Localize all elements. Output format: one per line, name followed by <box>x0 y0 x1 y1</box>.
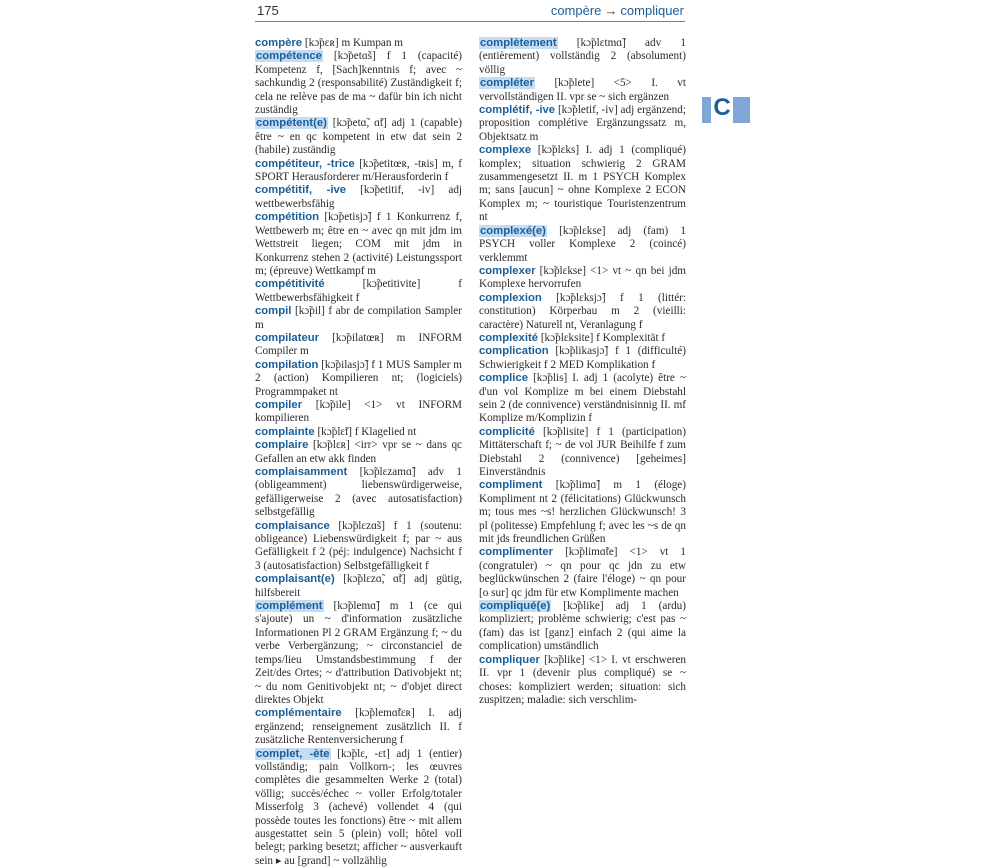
entry-headword: complexé(e) <box>480 224 546 237</box>
entry-headword: compilateur <box>255 331 320 344</box>
entry-headword: compétent(e) <box>256 117 327 130</box>
entry-headword: compliqué(e) <box>480 600 551 613</box>
thumb-index-letter: C <box>711 93 733 123</box>
entry-definition: [kɔ̃petitivite] f Wettbewerbsfähigkeit f <box>255 278 462 304</box>
dictionary-entry <box>255 332 462 359</box>
dictionary-entry <box>255 426 462 439</box>
entry-headword: complexité <box>479 331 539 344</box>
dictionary-entry <box>479 37 686 77</box>
entry-headword: complément <box>256 600 323 613</box>
entry-headword: complémentaire <box>255 707 342 720</box>
dictionary-entry <box>255 399 462 426</box>
entry-definition: [kɔ̃plɛkse] adj (fam) 1 PSYCH voller Komplexe 2 (coincé) verklemmt <box>479 224 686 264</box>
dictionary-entry <box>479 225 686 265</box>
entry-headword: complétif, -ive <box>479 104 556 117</box>
entry-definition: [kɔ̃petitœʀ, -tʀis] m, f SPORT Herausforderer m/Herausforderin f <box>255 157 462 184</box>
entry-headword: compétitivité <box>255 278 325 291</box>
entry-headword: compétition <box>255 211 320 224</box>
dictionary-entry <box>255 520 462 574</box>
entry-headword: complainte <box>255 425 315 438</box>
dictionary-entry <box>479 345 686 372</box>
dictionary-entry <box>479 654 686 708</box>
entry-headword: compétence <box>256 50 322 63</box>
entry-headword: complexe <box>479 144 532 157</box>
running-head-from: compère <box>550 3 602 18</box>
page-number: 175 <box>257 3 279 18</box>
header-rule <box>255 21 685 22</box>
entry-definition: [kɔ̃pile] <1> vt INFORM kompilieren <box>255 398 462 425</box>
entry-headword: complètement <box>480 37 557 49</box>
entry-definition: [kɔ̃pilatœʀ] m INFORM Compiler m <box>255 331 462 358</box>
entry-definition: [kɔ̃plɛksite] f Komplexität f <box>540 331 666 344</box>
entry-definition: [kɔ̃plemɑ̃] m 1 (ce qui s'ajoute) un ~ d'information zusätzliche Informationen Pl 2 GRAM Ergänzung f; ~ du verbe Verbergänzung; ~ circonstanciel de temps/lieu Umstandsbestimmung f der Zeit/des Ortes; ~ d'attribution Dativobjekt nt; ~ du nom Genitivobjekt nt; ~ d'objet direct direktes Objekt <box>255 600 463 706</box>
entry-definition: [kɔ̃plete] <5> I. vt vervollständigen II. vpr se ~ sich ergänzen <box>479 77 686 103</box>
dictionary-entry <box>255 117 462 157</box>
entry-definition: [kɔ̃petɑ̃s] f 1 (capacité) Kompetenz f, [Sach]kenntnis f; avec ~ sachkundig 2 (responsabilité) Zuständigkeit f; cela ne relève pas de ma ~ dafür bin ich nicht zuständig <box>255 50 463 117</box>
entry-headword: compliment <box>479 479 543 492</box>
dictionary-entry <box>479 479 686 546</box>
entry-headword: complication <box>479 345 549 358</box>
entry-definition: [kɔ̃plikasjɔ̃] f 1 (difficulté) Schwierigkeit f 2 MED Komplikation f <box>479 345 686 371</box>
entry-definition: [kɔ̃plɛkse] <1> vt ~ qn bei jdm Komplexe hervorrufen <box>479 264 686 291</box>
dictionary-entry <box>255 37 462 50</box>
dictionary-entry <box>479 426 686 480</box>
dictionary-entry <box>479 292 686 332</box>
entry-definition: [kɔ̃plɛ̃t] f Klagelied nt <box>317 425 417 438</box>
entry-headword: compléter <box>480 77 534 90</box>
entry-definition: [kɔ̃plɛtmɑ̃] adv 1 (entièrement) vollständig 2 (absolument) völlig <box>479 37 687 76</box>
dictionary-entry <box>255 359 462 399</box>
entry-definition: [kɔ̃plɛzamɑ̃] adv 1 (obligeamment) liebenswürdigerweise, gefälligerweise 2 (avec autosatisfaction) selbstgefällig <box>255 466 463 519</box>
entry-definition: [kɔ̃plike] adj 1 (ardu) kompliziert; problème schwierig; c'est pas ~ (fam) das ist [ganz] einfach 2 (qui aime la complication) umständlich <box>479 600 686 653</box>
dictionary-entry <box>255 439 462 466</box>
entry-definition: [kɔ̃pletif, -iv] adj ergänzend; proposition complétive Ergänzungssatz m, Objektsatz m <box>479 104 686 143</box>
entry-definition: [kɔ̃plemɑ̃tɛʀ] I. adj ergänzend; renseignement zusätzlich II. f zusätzliche Rentenversicherung f <box>255 707 463 747</box>
dictionary-entry <box>255 50 462 117</box>
entry-definition: [kɔ̃pil] f abr de compilation Sampler m <box>255 305 462 331</box>
dictionary-entry <box>479 600 686 654</box>
entry-definition: [kɔ̃plimɑ̃te] <1> vt 1 (congratuler) ~ qn pour qc jdn zu etw beglückwünschen 2 (faire l'éloge) ~ qn pour [o sur] qc jdm für etw Komplimente machen <box>479 546 686 599</box>
entry-definition: [kɔ̃plɛzɑ̃, ɑ̃t] adj gütig, hilfsbereit <box>255 573 462 599</box>
entry-headword: compétiteur, -trice <box>255 157 355 170</box>
entry-definition: [kɔ̃petitif, -iv] adj wettbewerbsfähig <box>255 184 463 210</box>
entry-headword: complexion <box>479 291 542 304</box>
entry-headword: complimenter <box>479 546 554 559</box>
entry-headword: complicité <box>479 425 535 438</box>
entry-definition: [kɔ̃pɛʀ] m Kumpan m <box>304 37 403 49</box>
entry-definition: [kɔ̃plimɑ̃] m 1 (éloge) Kompliment nt 2 (félicitations) Glückwunsch m; tous mes ~s! herzlichen Glückwunsch! 3 pl (politesse) Empfehlung f; avec les ~s de qn mit jds freundlichen Grüßen <box>479 479 686 546</box>
entry-headword: compliquer <box>479 653 540 666</box>
dictionary-entry <box>255 573 462 600</box>
entry-headword: compétitif, -ive <box>255 184 347 197</box>
dictionary-entry <box>255 707 462 747</box>
dictionary-entry <box>479 144 686 224</box>
running-head <box>551 3 684 18</box>
dictionary-entry <box>479 372 686 426</box>
dictionary-entry <box>479 77 686 104</box>
dictionary-entry <box>255 184 462 211</box>
dictionary-entry <box>255 305 462 332</box>
entry-headword: compil <box>255 305 292 318</box>
entry-headword: complaisamment <box>255 466 348 478</box>
entry-definition: [kɔ̃plisite] f 1 (participation) Mittäterschaft f; ~ de vol JUR Beihilfe f zum Diebstahl 2 (connivence) [geheimes] Einverständnis <box>479 425 687 478</box>
entry-headword: complet, -ète <box>256 747 330 760</box>
dictionary-entry <box>255 466 462 520</box>
entry-headword: complaire <box>255 439 309 452</box>
dictionary-entry <box>255 278 462 305</box>
entry-headword: compilation <box>255 358 319 371</box>
dictionary-entry <box>479 104 686 144</box>
entry-definition: [kɔ̃plɛks] I. adj 1 (compliqué) komplex; situation schwierig 2 GRAM zusammengesetzt II. m 1 PSYCH Komplex m; sans [aucun] ~ ohne Komplexe 2 ECON Komplex m; ~ touristique Touristenzentrum nt <box>479 144 686 224</box>
entry-headword: complexer <box>479 264 536 277</box>
right-column <box>479 37 686 800</box>
entry-headword: complaisant(e) <box>255 573 335 586</box>
dictionary-entry <box>479 332 686 345</box>
entry-definition: [kɔ̃plɛʀ] <irr> vpr se ~ dans qc Gefallen an etw akk finden <box>255 439 462 465</box>
left-column <box>255 37 463 867</box>
entry-definition: [kɔ̃plike] <1> I. vt erschweren II. vpr 1 (devenir plus compliqué) se ~ choses: kompliziert werden; situation: sich zuspitzen; maladie: sich verschlim- <box>479 653 686 706</box>
dictionary-entry <box>255 211 462 278</box>
entry-headword: compère <box>255 37 303 49</box>
entry-definition: [kɔ̃pilasjɔ̃] f 1 MUS Sampler m 2 (action) Kompilieren nt; (logiciels) Programmpaket nt <box>255 358 462 398</box>
running-head-to: compliquer <box>620 3 684 18</box>
dictionary-entry <box>479 265 686 292</box>
entry-definition: [kɔ̃plis] I. adj 1 (acolyte) être ~ d'un vol Komplize m bei einem Diebstahl sein 2 (de connivence) verständnisinnig II. mf Komplize m/Komplizin f <box>479 372 687 425</box>
dictionary-entry <box>255 748 462 868</box>
entry-definition: [kɔ̃plɛksjɔ̃] f 1 (littér: constitution) Körperbau m 2 (vieilli: caractère) Naturell nt, Veranlagung f <box>479 291 686 331</box>
entry-definition: [kɔ̃petɑ̃, ɑ̃t] adj 1 (capable) être ~ en qc kompetent in etw dat sein 2 (habile) zuständig <box>255 117 462 157</box>
entry-headword: complaisance <box>255 519 330 532</box>
entry-definition: [kɔ̃plɛ, -ɛt] adj 1 (entier) vollständig; pain Vollkorn-; les œuvres complètes die gesammelten Werke 2 (total) völlig; succès/échec ~ voller Erfolg/totaler Misserfolg 3 (achevé) vollendet 4 (qui possède toutes les fonctions) être ~ mit allem ausgestattet sein 5 (plein) voll; hôtel voll belegt; parking besetzt; afficher ~ ausverkauft sein ▸ au [grand] ~ vollzählig <box>255 747 463 867</box>
entry-definition: [kɔ̃petisjɔ̃] f 1 Konkurrenz f, Wettbewerb m; être en ~ avec qn mit jdm im Wettstreit liegen; COM mit jdm in Konkurrenz stehen 2 (activité) Leistungssport m; (épreuve) Wettkampf m <box>255 211 462 277</box>
dictionary-entry <box>479 546 686 600</box>
dictionary-entry <box>255 158 462 185</box>
entry-headword: complice <box>479 372 528 385</box>
running-head-arrow-icon: → <box>604 3 618 18</box>
entry-definition: [kɔ̃plɛzɑ̃s] f 1 (soutenu: obligeance) Liebenswürdigkeit f; par ~ aus Gefälligkeit f 2 (péj: indulgence) Nachsicht f 3 (autosatisfaction) Selbstgefälligkeit f <box>255 519 462 572</box>
dictionary-entry <box>255 600 462 707</box>
entry-headword: compiler <box>255 398 303 411</box>
